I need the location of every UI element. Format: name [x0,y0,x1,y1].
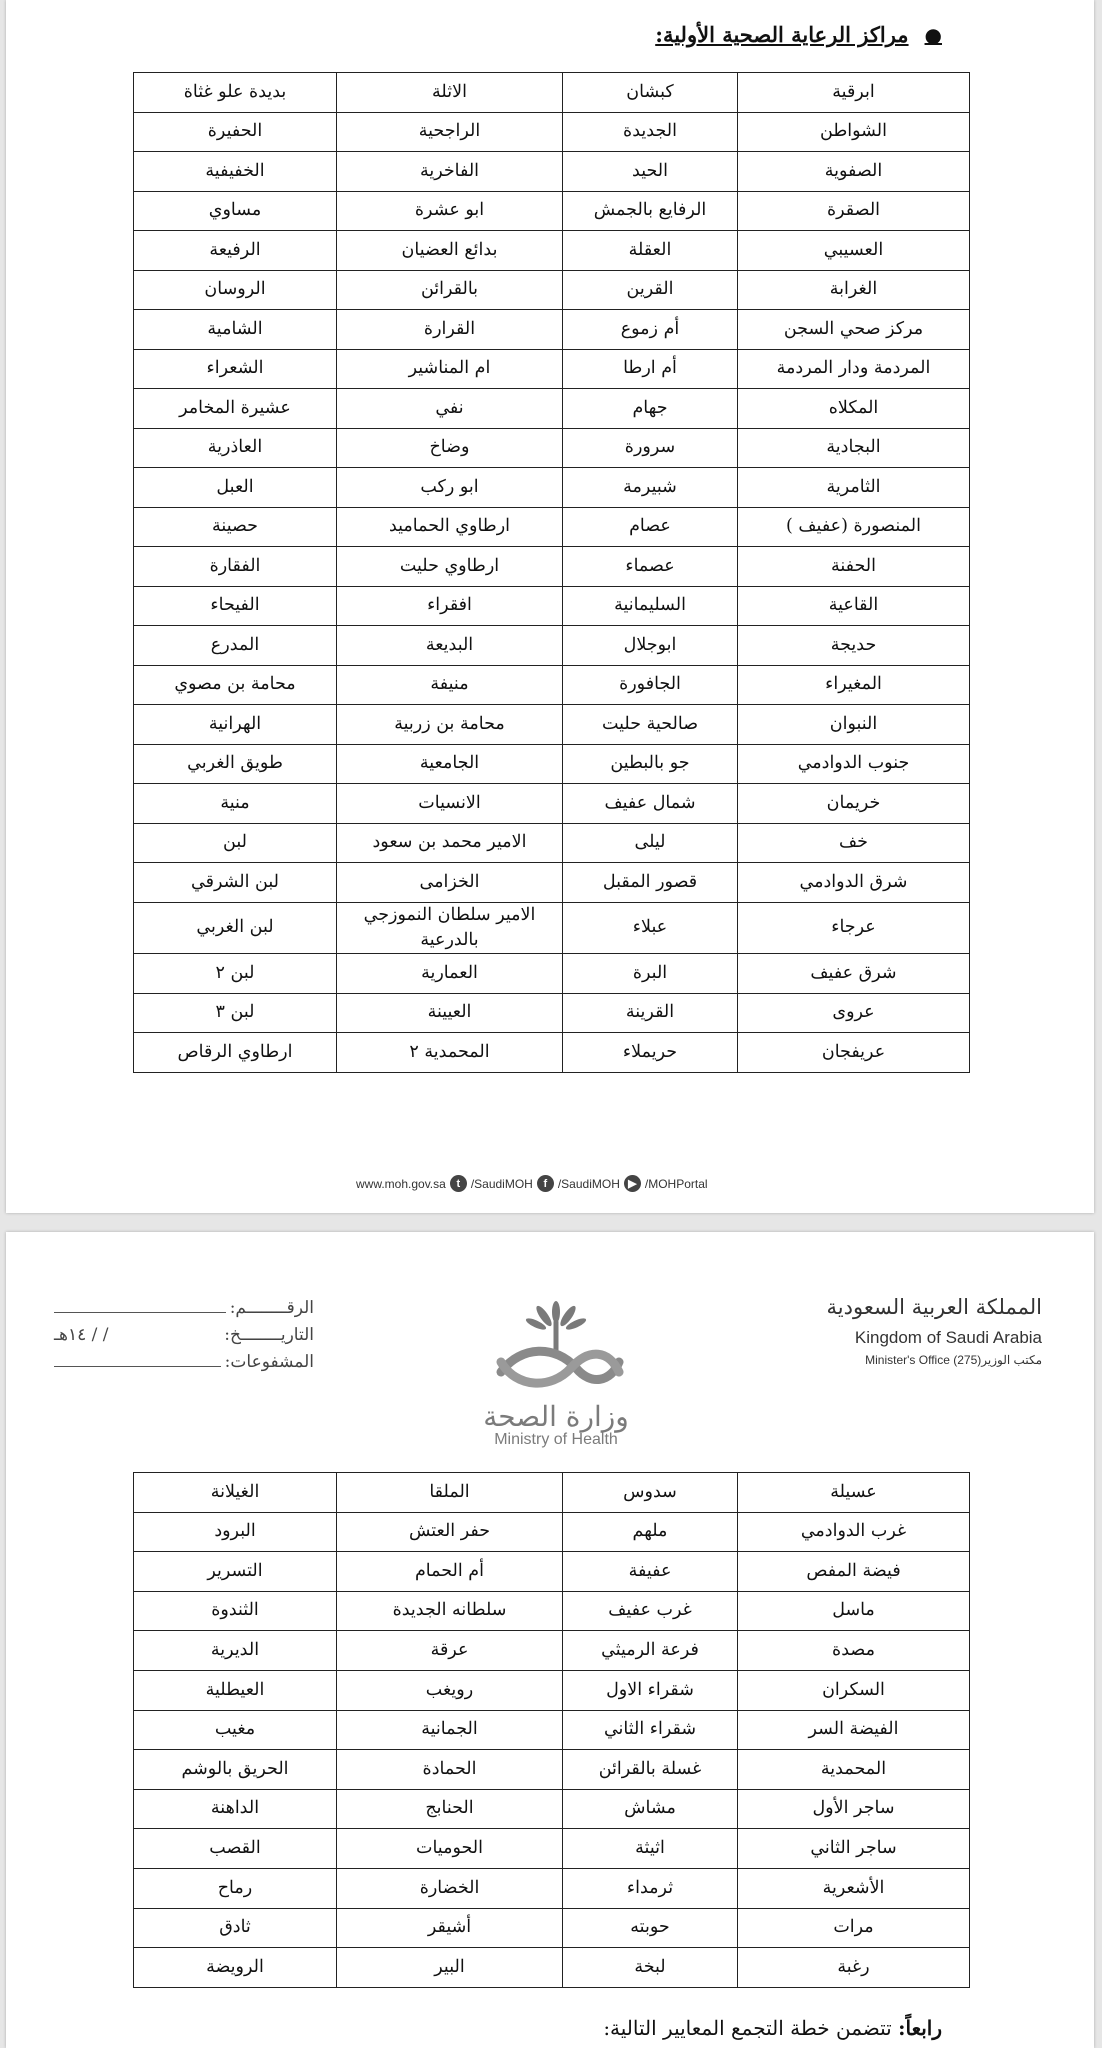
table-cell: بالقرائن [337,270,563,310]
table-cell: الاثلة [337,73,563,113]
table-cell: ليلى [563,823,738,863]
table-row [134,1829,970,1869]
table-cell: عشيرة المخامر [134,389,337,429]
table-cell: الداهنة [134,1789,337,1829]
table-row [134,389,970,429]
table-cell: العيينة [337,993,563,1033]
table-cell: طويق الغربي [134,744,337,784]
table-cell: الحريق بالوشم [134,1750,337,1790]
table-row [134,152,970,192]
table-row [134,1473,970,1513]
table-row [134,1512,970,1552]
table-cell: الجامعية [337,744,563,784]
table-row [134,902,970,954]
table-cell: محامة بن زربية [337,705,563,745]
table-row [134,349,970,389]
table-cell: حصينة [134,507,337,547]
table-cell: خريمان [738,784,970,824]
table-cell: الرفيعة [134,231,337,271]
document-page-2 [6,1232,1094,2048]
table-cell: جو بالبطين [563,744,738,784]
twitter-icon: t [450,1175,467,1192]
table-cell: المحمدية ٢ [337,1033,563,1073]
table-cell: الجديدة [563,112,738,152]
table-cell: ثرمداء [563,1868,738,1908]
table-cell: ماسل [738,1591,970,1631]
table-cell: المكلاه [738,389,970,429]
table-cell: شرق عفيف [738,954,970,994]
table-cell: المحمدية [738,1750,970,1790]
attachments-label: المشفوعات: [224,1352,314,1372]
table-cell: الراجحية [337,112,563,152]
table-cell: منيفة [337,665,563,705]
table-cell: غسلة بالقرائن [563,1750,738,1790]
table-cell: الأشعرية [738,1868,970,1908]
table-row [134,191,970,231]
table-cell: مشاش [563,1789,738,1829]
table-cell: وضاخ [337,428,563,468]
table-row [134,231,970,271]
table-cell: ابرقية [738,73,970,113]
table-cell: الجمانية [337,1710,563,1750]
table-cell: ارطاوي حليت [337,547,563,587]
table-cell: العقلة [563,231,738,271]
table-cell: بدائع العضيان [337,231,563,271]
table-cell: عصام [563,507,738,547]
table-row [134,1552,970,1592]
table-cell: حريملاء [563,1033,738,1073]
table-cell: ابو ركب [337,468,563,508]
table-cell: الخزامى [337,863,563,903]
table-row [134,547,970,587]
table-cell: شقراء الاول [563,1670,738,1710]
table-cell: الفقارة [134,547,337,587]
heading-text: مراكز الرعاية الصحية الأولية: [655,22,909,47]
table-cell: القرين [563,270,738,310]
attachments-blank [54,1352,221,1367]
website-link[interactable]: www.moh.gov.sa [356,1176,446,1191]
table-body [134,1473,970,1988]
table-cell: الحفنة [738,547,970,587]
table-cell: لبن ٢ [134,954,337,994]
table-cell: مغيب [134,1710,337,1750]
table-row [134,586,970,626]
table-cell: سلطانه الجديدة [337,1591,563,1631]
ref-number-line [54,1298,314,1325]
table-row [134,784,970,824]
section-four-text: تتضمن خطة التجمع المعايير التالية: [603,2016,899,2040]
table-cell: البير [337,1948,563,1988]
table-row [134,73,970,113]
palm-swords-emblem-icon [481,1300,631,1400]
table-cell: عروى [738,993,970,1033]
table-cell: ساجر الأول [738,1789,970,1829]
health-centers-table [133,72,970,1073]
table-cell: ابو عشرة [337,191,563,231]
table-cell: شمال عفيف [563,784,738,824]
table-cell: القرارة [337,310,563,350]
table-cell: المنصورة (عفيف ) [738,507,970,547]
table-cell: الثامرية [738,468,970,508]
table-cell: رماح [134,1868,337,1908]
table-row [134,1868,970,1908]
table-cell: الامير سلطان النموزجي بالدرعية [337,902,563,954]
table-cell: جنوب الدوادمي [738,744,970,784]
table-body [134,73,970,1073]
table-cell: عرجاء [738,902,970,954]
table-cell: رغبة [738,1948,970,1988]
table-cell: الحفيرة [134,112,337,152]
table-row [134,993,970,1033]
table-cell: حوبته [563,1908,738,1948]
table-cell: العيطلية [134,1670,337,1710]
table-cell: لبن ٣ [134,993,337,1033]
table-cell: لبن الشرقي [134,863,337,903]
date-line [54,1325,314,1352]
table-cell: شرق الدوادمي [738,863,970,903]
table-cell: الغرابة [738,270,970,310]
minister-office: مكتب الوزير(275) Minister's Office [865,1353,1042,1367]
table-cell: القاعية [738,586,970,626]
table-row [134,954,970,994]
table-cell: مرات [738,1908,970,1948]
table-row [134,1789,970,1829]
table-cell: النبوان [738,705,970,745]
ministry-name-english: Ministry of Health [494,1431,618,1448]
facebook-handle[interactable]: /SaudiMOH [557,1176,620,1191]
table-cell: البديعة [337,626,563,666]
youtube-icon: ▶ [624,1175,641,1192]
table-cell: جهام [563,389,738,429]
table-cell: الغيلانة [134,1473,337,1513]
health-centers-table-continued [133,1472,970,1988]
twitter-handle[interactable]: /SaudiMOH [470,1176,533,1191]
attachments-line [54,1352,314,1379]
facebook-icon: f [537,1175,554,1192]
ministry-name-arabic: وزارة الصحة [483,1400,629,1433]
table-cell: فرعة الرميثي [563,1631,738,1671]
table-cell: منية [134,784,337,824]
table-cell: الشعراء [134,349,337,389]
table-row [134,705,970,745]
table-cell: المغيراء [738,665,970,705]
table-cell: كبشان [563,73,738,113]
table-cell: الصفوية [738,152,970,192]
table-cell: بديدة علو غثاة [134,73,337,113]
table-cell: اثيثة [563,1829,738,1869]
section-heading [655,22,942,47]
table-row [134,1591,970,1631]
table-row [134,823,970,863]
table-cell: الجافورة [563,665,738,705]
table-cell: الخفيفية [134,152,337,192]
table-cell: الفيحاء [134,586,337,626]
date-label: التاريــــــــخ: [224,1325,314,1345]
section-four-heading [603,2016,942,2040]
page-footer [356,1175,708,1192]
table-cell: لبن الغربي [134,902,337,954]
table-cell: لبخة [563,1948,738,1988]
table-cell: شبيرمة [563,468,738,508]
table-cell: الشامية [134,310,337,350]
table-cell: أم الحمام [337,1552,563,1592]
table-row [134,1670,970,1710]
bullet-icon: ● [924,22,942,47]
reference-fields [54,1298,314,1379]
table-row [134,1033,970,1073]
table-cell: الخضارة [337,1868,563,1908]
table-cell: سرورة [563,428,738,468]
table-cell: لبن [134,823,337,863]
table-cell: ساجر الثاني [738,1829,970,1869]
table-cell: القصب [134,1829,337,1869]
table-cell: مصدة [738,1631,970,1671]
table-cell: رويغب [337,1670,563,1710]
table-cell: صالحية حليت [563,705,738,745]
table-cell: سدوس [563,1473,738,1513]
table-cell: محامة بن مصوي [134,665,337,705]
table-cell: غرب عفيف [563,1591,738,1631]
table-row [134,1908,970,1948]
table-cell: أم ارطا [563,349,738,389]
table-cell: المردمة ودار المردمة [738,349,970,389]
table-cell: عريفجان [738,1033,970,1073]
table-cell: الحيد [563,152,738,192]
document-page-1 [6,0,1094,1213]
section-four-lead: رابعاً: [898,2016,942,2040]
table-cell: العمارية [337,954,563,994]
date-value: / / ١٤هـ [54,1325,109,1345]
table-cell: البجادية [738,428,970,468]
table-row [134,626,970,666]
table-cell: الفيضة السر [738,1710,970,1750]
ref-number-blank [54,1298,226,1313]
table-cell: عصماء [563,547,738,587]
table-row [134,1710,970,1750]
table-cell: مساوي [134,191,337,231]
table-cell: مركز صحي السجن [738,310,970,350]
table-cell: خف [738,823,970,863]
table-cell: ملهم [563,1512,738,1552]
table-cell: ام المناشير [337,349,563,389]
table-cell: البرة [563,954,738,994]
table-row [134,1948,970,1988]
kingdom-name-english: Kingdom of Saudi Arabia [854,1328,1042,1347]
table-cell: الشواطن [738,112,970,152]
kingdom-name-arabic: المملكة العربية السعودية [826,1295,1042,1319]
table-cell: أم زموع [563,310,738,350]
table-cell: عرقة [337,1631,563,1671]
table-cell: الامير محمد بن سعود [337,823,563,863]
table-cell: البرود [134,1512,337,1552]
youtube-handle[interactable]: /MOHPortal [644,1176,708,1191]
table-cell: حفر العتش [337,1512,563,1552]
table-cell: الصقرة [738,191,970,231]
table-row [134,863,970,903]
table-cell: أشيقر [337,1908,563,1948]
table-row [134,1631,970,1671]
table-cell: الانسيات [337,784,563,824]
table-cell: الحمادة [337,1750,563,1790]
table-cell: المدرع [134,626,337,666]
table-cell: ثادق [134,1908,337,1948]
table-cell: عبلاء [563,902,738,954]
table-cell: الحنابج [337,1789,563,1829]
table-cell: حديجة [738,626,970,666]
table-cell: الرويضة [134,1948,337,1988]
table-cell: ارطاوي الرقاص [134,1033,337,1073]
table-row [134,507,970,547]
table-cell: الهرانية [134,705,337,745]
table-cell: الحوميات [337,1829,563,1869]
table-cell: ارطاوي الحماميد [337,507,563,547]
table-cell: العاذرية [134,428,337,468]
table-cell: الديرية [134,1631,337,1671]
table-cell: السليمانية [563,586,738,626]
table-cell: الروسان [134,270,337,310]
table-cell: الثندوة [134,1591,337,1631]
table-row [134,112,970,152]
ministry-logo [466,1300,646,1449]
ref-number-label: الرقــــــــم: [229,1298,314,1318]
table-cell: عفيفة [563,1552,738,1592]
table-cell: فيضة المفص [738,1552,970,1592]
table-cell: افقراء [337,586,563,626]
table-cell: العسيبي [738,231,970,271]
table-row [134,428,970,468]
table-cell: العبل [134,468,337,508]
table-row [134,744,970,784]
table-row [134,468,970,508]
table-cell: السكران [738,1670,970,1710]
table-row [134,270,970,310]
table-cell: التسرير [134,1552,337,1592]
table-cell: القرينة [563,993,738,1033]
table-cell: الملقا [337,1473,563,1513]
table-cell: قصور المقبل [563,863,738,903]
table-row [134,1750,970,1790]
table-cell: الفاخرية [337,152,563,192]
table-cell: ابوجلال [563,626,738,666]
table-cell: الرفايع بالجمش [563,191,738,231]
table-cell: غرب الدوادمي [738,1512,970,1552]
table-row [134,310,970,350]
table-cell: شقراء الثاني [563,1710,738,1750]
table-cell: عسيلة [738,1473,970,1513]
table-cell: نفي [337,389,563,429]
table-row [134,665,970,705]
